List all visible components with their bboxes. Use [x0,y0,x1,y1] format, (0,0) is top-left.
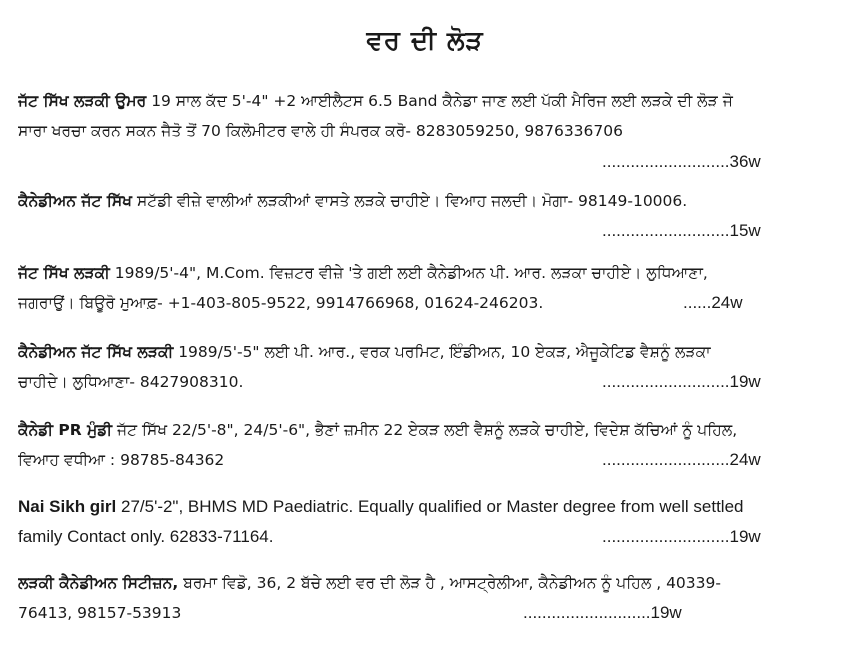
ad-5-heading: ਕੈਨੇਡੀ PR ਮੁੰਡੀ [18,421,113,439]
ad-6-line-2: family Contact only. 62833-71164. [18,527,274,546]
ad-7-line-1: ਬਰਮਾ ਵਿਡੋ, 36, 2 ਬੱਚੇ ਲਈ ਵਰ ਦੀ ਲੋੜ ਹੈ , ਆਸਟ੍ਰੇਲੀਆ, ਕੈਨੇਡੀਅਨ ਨੂੰ ਪਹਿਲ , 40339- [183,574,721,592]
ad-7-heading: ਲੜਕੀ ਕੈਨੇਡੀਅਨ ਸਿਟੀਜ਼ਨ, [18,574,179,592]
ad-4-code: ...........................19w [602,372,761,391]
ad-4-line-1: 1989/5'-5" ਲਈ ਪੀ. ਆਰ., ਵਰਕ ਪਰਮਿਟ, ਇੰਡੀਅਨ, 10 ਏਕੜ, ਐਜੂਕੇਟਿਡ ਵੈਸ਼ਨੂੰ ਲੜਕਾ [178,343,711,361]
ad-4-line-2: ਚਾਹੀਦੇ। ਲੁਧਿਆਣਾ- 8427908310. [18,373,244,391]
ad-3-code: ......24w [683,293,743,312]
ad-6 [18,492,830,552]
ad-1-line-2: ਸਾਰਾ ਖਰਚਾ ਕਰਨ ਸਕਨ ਜੈਤੋ ਤੋਂ 70 ਕਿਲੋਮੀਟਰ ਵਾਲੇ ਹੀ ਸੰਪਰਕ ਕਰੋ- 8283059250, 9876336706 [18,122,623,140]
ad-3-line-2: ਜਗਰਾਉਂ। ਬਿਊਰੋ ਮੁਆਫ਼- +1-403-805-9522, 9914766968, 01624-246203. [18,294,544,312]
ad-3-line-1: 1989/5'-4", M.Com. ਵਿਜ਼ਟਰ ਵੀਜ਼ੇ 'ਤੇ ਗਈ ਲਈ ਕੈਨੇਡੀਅਨ ਪੀ. ਆਰ. ਲੜਕਾ ਚਾਹੀਏ। ਲੁਧਿਆਣਾ, [114,264,708,282]
page-title: ਵਰ ਦੀ ਲੋੜ [366,26,484,56]
ad-7 [18,568,830,628]
ad-1-code: ...........................36w [602,152,761,171]
ad-2-heading: ਕੈਨੇਡੀਅਨ ਜੱਟ ਸਿੱਖ [18,192,133,210]
ad-3 [18,258,830,318]
ad-4-heading: ਕੈਨੇਡੀਅਨ ਜੱਟ ਸਿੱਖ ਲੜਕੀ [18,343,174,361]
ad-6-heading: Nai Sikh girl [18,497,117,516]
ad-5 [18,415,830,475]
ad-2-line-1: ਸਟੱਡੀ ਵੀਜ਼ੇ ਵਾਲੀਆਂ ਲੜਕੀਆਂ ਵਾਸਤੇ ਲੜਕੇ ਚਾਹੀਏ। ਵਿਆਹ ਜਲਦੀ। ਮੋਗਾ- 98149-10006. [136,192,688,210]
ad-3-heading: ਜੱਟ ਸਿੱਖ ਲੜਕੀ [18,264,110,282]
ad-2-code: ...........................15w [602,221,761,240]
ad-4 [18,337,830,397]
ad-7-line-2: 76413, 98157-53913 [18,604,182,622]
ad-7-code: ...........................19w [523,603,682,622]
ad-5-line-2: ਵਿਆਹ ਵਧੀਆ : 98785-84362 [18,451,225,469]
ad-5-line-1: ਜੱਟ ਸਿੱਖ 22/5'-8", 24/5'-6", ਭੈਣਾਂ ਜ਼ਮੀਨ 22 ਏਕੜ ਲਈ ਵੈਸ਼ਨੂੰ ਲੜਕੇ ਚਾਹੀਏ, ਵਿਦੇਸ਼ ਕੱਚਿਆਂ ਨੂੰ ਪਹਿਲ, [116,421,738,439]
ad-2 [18,186,830,240]
ad-1-line-1: 19 ਸਾਲ ਕੱਦ 5'-4" +2 ਆਈਲੈਟਸ 6.5 Band ਕੈਨੇਡਾ ਜਾਣ ਲਈ ਪੱਕੀ ਮੈਰਿਜ ਲਈ ਲੜਕੇ ਦੀ ਲੋੜ ਜੋ [151,92,733,110]
ad-6-code: ...........................19w [602,527,761,546]
ad-5-code: ...........................24w [602,450,761,469]
ad-6-line-1: 27/5'-2", BHMS MD Paediatric. Equally qualified or Master degree from well settled [120,497,744,516]
ad-1 [18,86,830,171]
ad-1-heading: ਜੱਟ ਸਿੱਖ ਲੜਕੀ ਉਮਰ [18,92,147,110]
